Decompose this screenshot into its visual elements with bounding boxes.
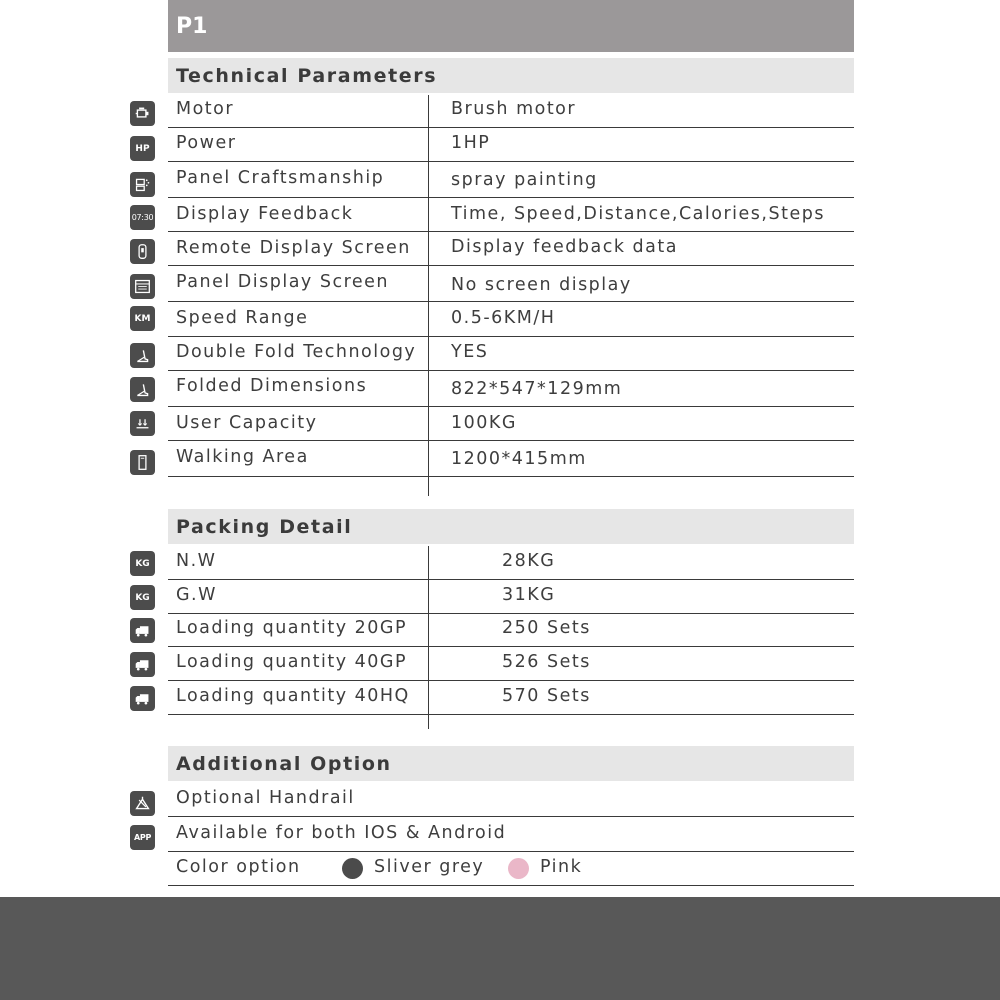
truck-icon [130,686,155,711]
handrail-icon [130,791,155,816]
row-label: Remote Display Screen [176,238,411,258]
table-row [168,441,854,477]
row-value: 822*547*129mm [451,379,623,399]
table-row [168,198,854,232]
row-value: YES [451,342,489,362]
remote-icon [130,239,155,264]
row-value: 28KG [502,551,556,571]
color-option-name: Sliver grey [374,857,485,877]
table-row [168,128,854,162]
table-row [168,407,854,441]
row-value: spray painting [451,170,598,190]
folded-icon [130,377,155,402]
app-icon: APP [130,825,155,850]
table-row [168,302,854,337]
row-value: Display feedback data [451,237,678,257]
section-title: Packing Detail [176,516,353,538]
row-value: No screen display [451,275,632,295]
row-label: Motor [176,99,235,119]
color-swatch-pink [508,858,529,879]
row-value: 31KG [502,585,556,605]
table-row [168,647,854,681]
walking-area-icon [130,450,155,475]
row-value: 100KG [451,413,517,433]
section-title: Technical Parameters [176,65,438,87]
row-value: 1HP [451,133,491,153]
row-label: Loading quantity 40HQ [176,686,410,706]
row-label: G.W [176,585,217,605]
panel-icon [130,172,155,197]
truck-icon [130,618,155,643]
hp-icon: HP [130,136,155,161]
row-label: Panel Display Screen [176,272,390,292]
fold-icon [130,343,155,368]
row-value: 526 Sets [502,652,591,672]
row-label: Folded Dimensions [176,376,368,396]
row-value: 570 Sets [502,686,591,706]
option-row-color [168,852,854,886]
row-label: Power [176,133,237,153]
table-row [168,681,854,715]
footer-band [0,897,1000,1000]
page-title: P1 [176,14,208,39]
table-row [168,614,854,647]
table-row [168,337,854,371]
kg-icon: KG [130,551,155,576]
row-label: N.W [176,551,217,571]
row-label: Loading quantity 20GP [176,618,408,638]
technical-parameters-header [168,58,854,93]
motor-icon [130,101,155,126]
row-label: Display Feedback [176,204,354,224]
row-label: Loading quantity 40GP [176,652,408,672]
row-value: Time, Speed,Distance,Calories,Steps [451,204,825,224]
table-row [168,95,854,128]
table-row [168,580,854,614]
row-label: Walking Area [176,447,309,467]
row-value: Brush motor [451,99,577,119]
row-label: User Capacity [176,413,318,433]
option-row-handrail [168,782,854,817]
screen-icon [130,274,155,299]
row-label: Speed Range [176,308,309,328]
table-row [168,162,854,198]
row-value: 1200*415mm [451,449,587,469]
kg-icon: KG [130,585,155,610]
page-title-bar [168,0,854,52]
option-label: Color option [176,857,301,877]
additional-option-header [168,746,854,781]
table-row [168,546,854,580]
section-title: Additional Option [176,753,392,775]
row-value: 250 Sets [502,618,591,638]
option-row-app [168,817,854,852]
km-icon: KM [130,306,155,331]
row-label: Panel Craftsmanship [176,168,385,188]
table-row [168,232,854,266]
option-label: Available for both IOS & Android [176,823,507,843]
color-option-name: Pink [540,857,583,877]
capacity-icon [130,411,155,436]
packing-detail-header [168,509,854,544]
clock-display-icon: 07:30 [130,205,155,230]
table-row [168,371,854,407]
option-label: Optional Handrail [176,788,355,808]
truck-icon [130,652,155,677]
row-label: Double Fold Technology [176,342,417,362]
table-row [168,266,854,302]
color-swatch-grey [342,858,363,879]
row-value: 0.5-6KM/H [451,308,556,328]
